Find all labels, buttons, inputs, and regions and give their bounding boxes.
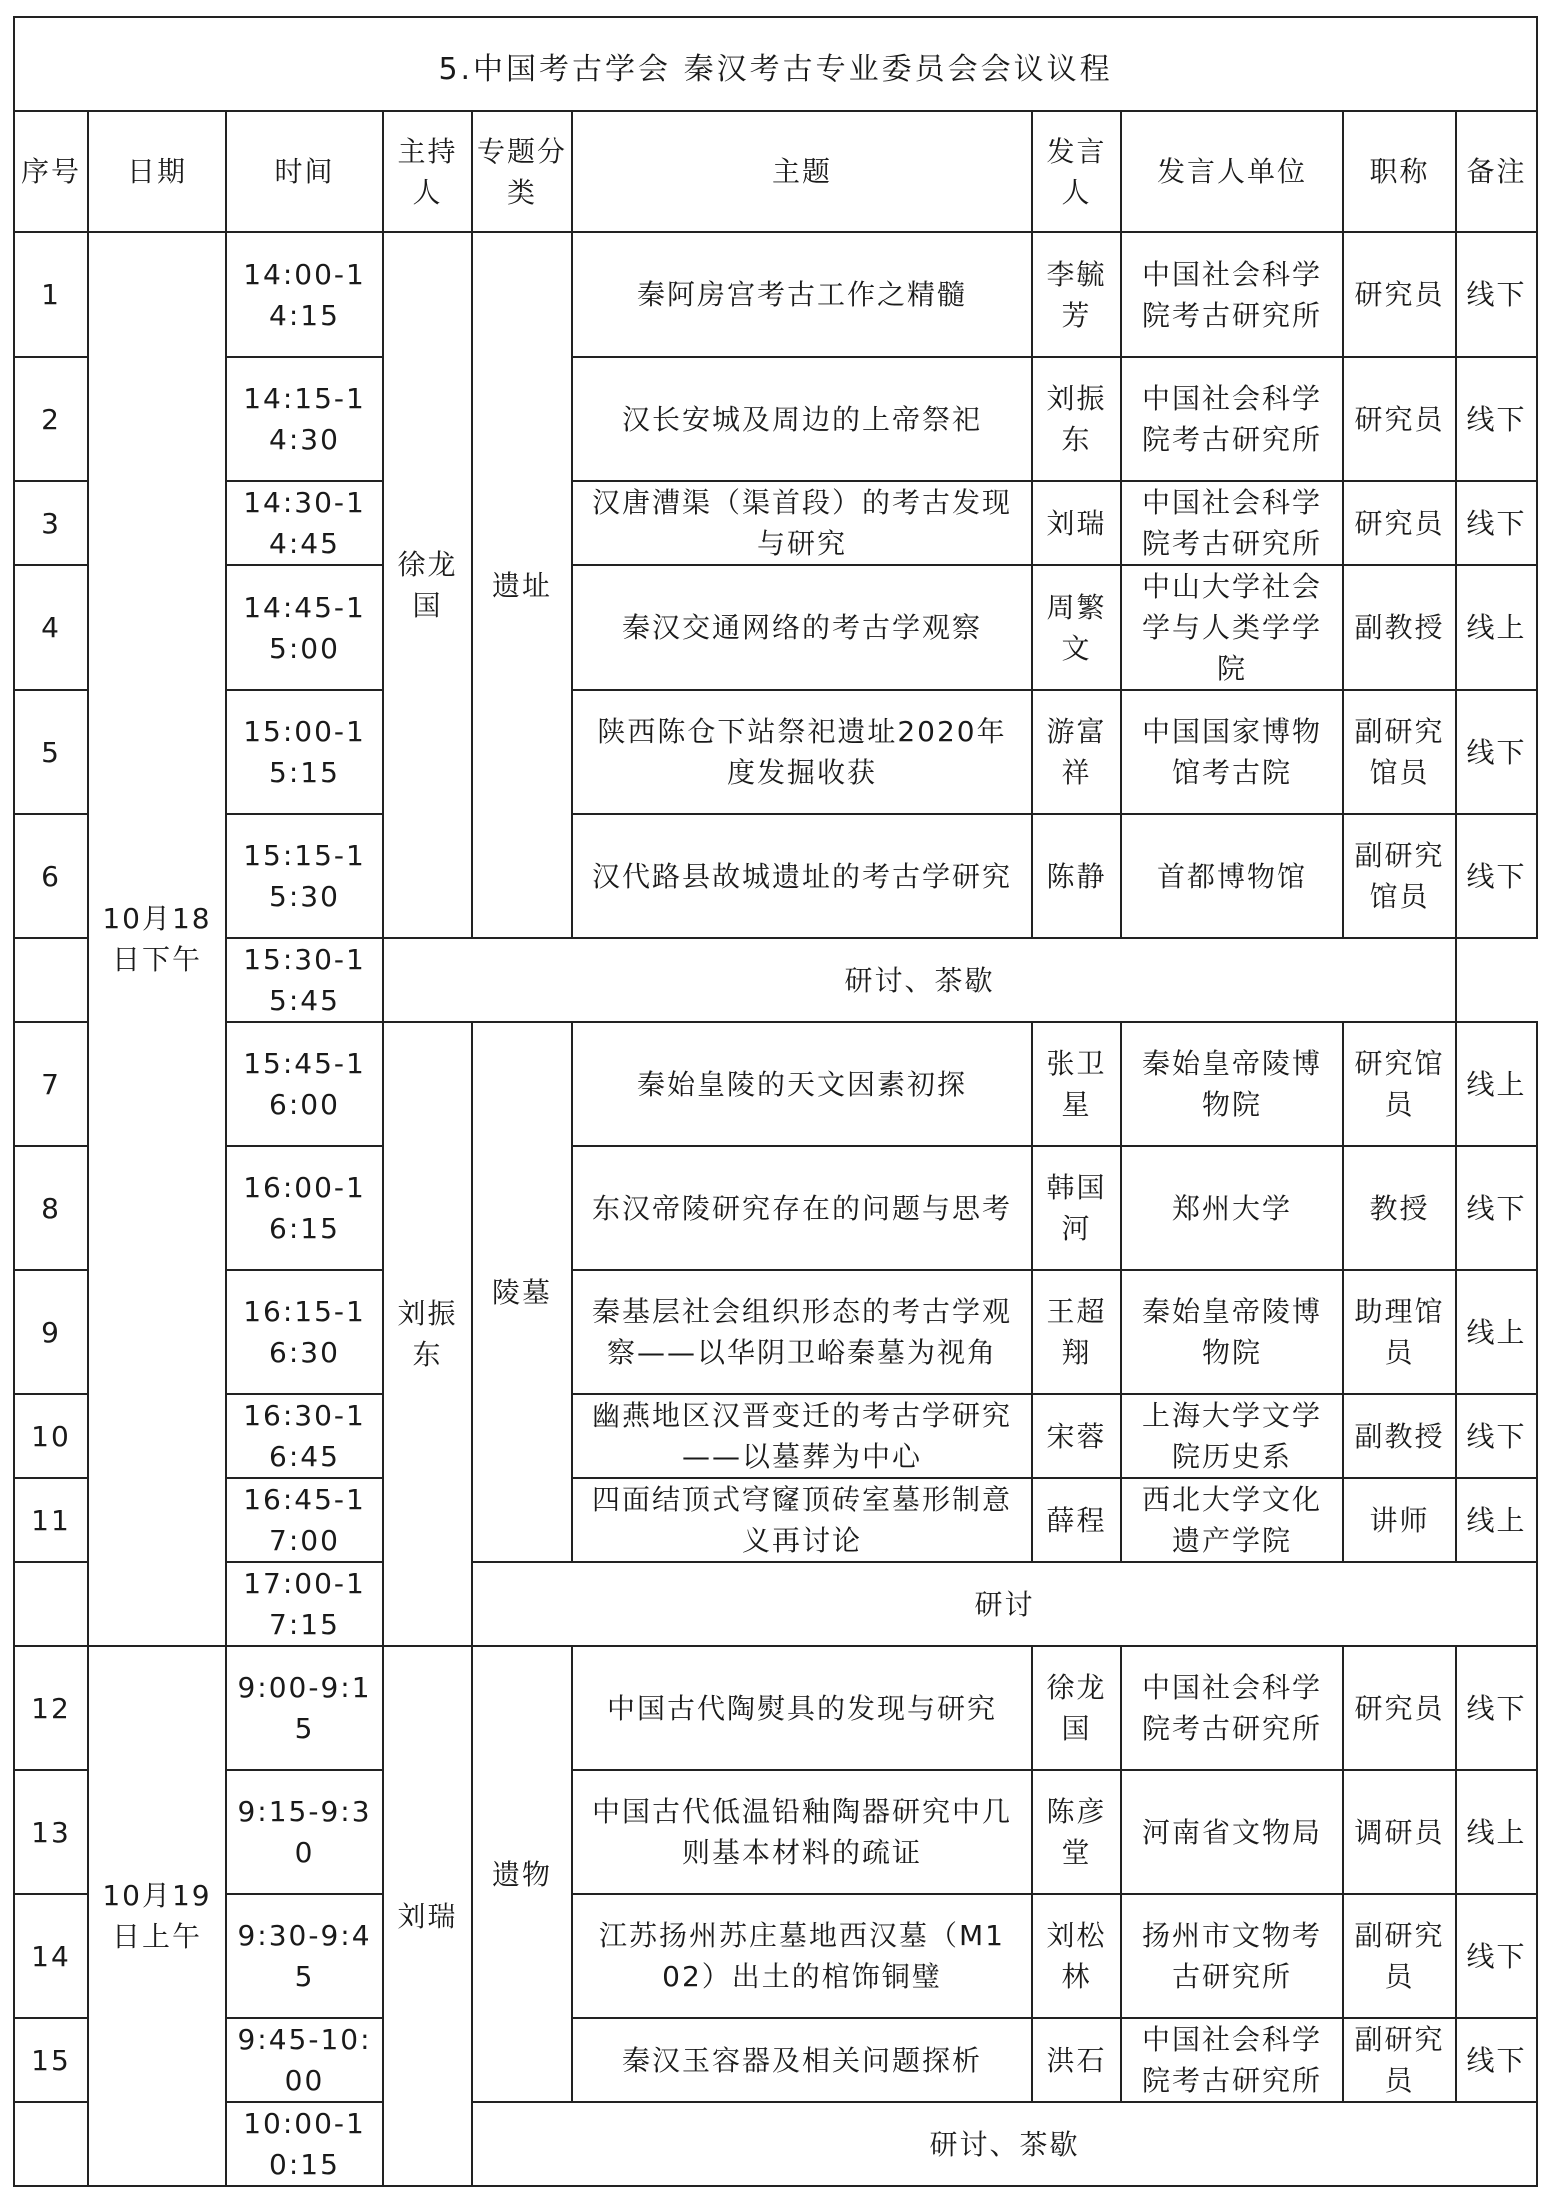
cell-seq: 2 xyxy=(14,357,88,481)
cell-note: 线下 xyxy=(1456,1646,1537,1770)
table-row xyxy=(14,1394,1537,1478)
cell-time: 10:00-10:15 xyxy=(226,2102,383,2186)
cell-time: 9:45-10:00 xyxy=(226,2018,383,2102)
cell-time: 15:00-15:15 xyxy=(226,690,383,814)
cell-time: 17:00-17:15 xyxy=(226,1562,383,1646)
cell-speaker: 刘振东 xyxy=(1032,357,1121,481)
cell-seq xyxy=(14,1562,88,1646)
cell-note: 线下 xyxy=(1456,2018,1537,2102)
cell-unit: 郑州大学 xyxy=(1121,1146,1343,1270)
cell-note: 线上 xyxy=(1456,1478,1537,1562)
cell-note: 线下 xyxy=(1456,814,1537,938)
cell-topic: 秦基层社会组织形态的考古学观察——以华阴卫峪秦墓为视角 xyxy=(572,1270,1032,1394)
table-row xyxy=(14,1478,1537,1562)
agenda-sheet xyxy=(13,16,1536,2187)
cell-host: 刘振东 xyxy=(383,1022,472,1646)
table-row xyxy=(14,814,1537,938)
cell-note: 线下 xyxy=(1456,1146,1537,1270)
cell-speaker: 刘松林 xyxy=(1032,1894,1121,2018)
header-date: 日期 xyxy=(88,111,226,232)
cell-unit: 中国国家博物馆考古院 xyxy=(1121,690,1343,814)
cell-topic: 汉长安城及周边的上帝祭祀 xyxy=(572,357,1032,481)
cell-time: 14:30-14:45 xyxy=(226,481,383,565)
header-note: 备注 xyxy=(1456,111,1537,232)
cell-time: 9:00-9:15 xyxy=(226,1646,383,1770)
cell-speaker: 陈静 xyxy=(1032,814,1121,938)
cell-rank: 副研究馆员 xyxy=(1343,690,1456,814)
table-row xyxy=(14,690,1537,814)
cell-rank: 研究员 xyxy=(1343,1646,1456,1770)
cell-seq: 14 xyxy=(14,1894,88,2018)
header-time: 时间 xyxy=(226,111,383,232)
cell-rank: 研究馆员 xyxy=(1343,1022,1456,1146)
cell-date: 10月18日下午 xyxy=(88,232,226,1646)
table-row xyxy=(14,1270,1537,1394)
cell-note: 线下 xyxy=(1456,1394,1537,1478)
cell-speaker: 游富祥 xyxy=(1032,690,1121,814)
cell-unit: 扬州市文物考古研究所 xyxy=(1121,1894,1343,2018)
cell-unit: 首都博物馆 xyxy=(1121,814,1343,938)
cell-category: 遗址 xyxy=(472,232,572,938)
cell-speaker: 徐龙国 xyxy=(1032,1646,1121,1770)
cell-time: 9:30-9:45 xyxy=(226,1894,383,2018)
cell-seq xyxy=(14,2102,88,2186)
cell-speaker: 王超翔 xyxy=(1032,1270,1121,1394)
cell-unit: 秦始皇帝陵博物院 xyxy=(1121,1022,1343,1146)
table-row xyxy=(14,1022,1537,1146)
cell-speaker: 张卫星 xyxy=(1032,1022,1121,1146)
header-topic: 主题 xyxy=(572,111,1032,232)
cell-seq: 5 xyxy=(14,690,88,814)
cell-unit: 中山大学社会学与人类学学院 xyxy=(1121,565,1343,690)
cell-rank: 副教授 xyxy=(1343,1394,1456,1478)
cell-rank: 研究员 xyxy=(1343,357,1456,481)
cell-unit: 中国社会科学院考古研究所 xyxy=(1121,357,1343,481)
cell-topic: 秦汉玉容器及相关问题探析 xyxy=(572,2018,1032,2102)
cell-rank: 研究员 xyxy=(1343,232,1456,357)
table-row xyxy=(14,1770,1537,1894)
cell-speaker: 陈彦堂 xyxy=(1032,1770,1121,1894)
cell-note: 线上 xyxy=(1456,1770,1537,1894)
table-row xyxy=(14,2102,1537,2186)
cell-seq: 11 xyxy=(14,1478,88,1562)
page-title: 5.中国考古学会 秦汉考古专业委员会会议议程 xyxy=(14,17,1537,111)
cell-time: 16:15-16:30 xyxy=(226,1270,383,1394)
cell-note: 线上 xyxy=(1456,1270,1537,1394)
cell-time: 15:15-15:30 xyxy=(226,814,383,938)
cell-category: 遗物 xyxy=(472,1646,572,2102)
cell-note: 线下 xyxy=(1456,1894,1537,2018)
cell-seq: 12 xyxy=(14,1646,88,1770)
cell-break: 研讨、茶歇 xyxy=(472,2102,1537,2186)
cell-note: 线下 xyxy=(1456,481,1537,565)
cell-rank: 调研员 xyxy=(1343,1770,1456,1894)
cell-unit: 上海大学文学院历史系 xyxy=(1121,1394,1343,1478)
cell-unit: 中国社会科学院考古研究所 xyxy=(1121,481,1343,565)
header-unit: 发言人单位 xyxy=(1121,111,1343,232)
table-row xyxy=(14,357,1537,481)
cell-break: 研讨 xyxy=(472,1562,1537,1646)
cell-speaker: 韩国河 xyxy=(1032,1146,1121,1270)
cell-seq: 10 xyxy=(14,1394,88,1478)
cell-rank: 助理馆员 xyxy=(1343,1270,1456,1394)
cell-note: 线下 xyxy=(1456,690,1537,814)
cell-topic: 江苏扬州苏庄墓地西汉墓（M102）出土的棺饰铜璧 xyxy=(572,1894,1032,2018)
cell-time: 16:45-17:00 xyxy=(226,1478,383,1562)
cell-seq: 6 xyxy=(14,814,88,938)
cell-time: 15:45-16:00 xyxy=(226,1022,383,1146)
table-row xyxy=(14,1146,1537,1270)
table-row xyxy=(14,1894,1537,2018)
cell-topic: 秦始皇陵的天文因素初探 xyxy=(572,1022,1032,1146)
agenda-table xyxy=(13,16,1538,2187)
cell-unit: 中国社会科学院考古研究所 xyxy=(1121,1646,1343,1770)
cell-seq: 7 xyxy=(14,1022,88,1146)
cell-unit: 中国社会科学院考古研究所 xyxy=(1121,232,1343,357)
cell-rank: 副研究员 xyxy=(1343,1894,1456,2018)
cell-rank: 副教授 xyxy=(1343,565,1456,690)
cell-topic: 汉代路县故城遗址的考古学研究 xyxy=(572,814,1032,938)
cell-rank: 研究员 xyxy=(1343,481,1456,565)
cell-time: 16:00-16:15 xyxy=(226,1146,383,1270)
header-host: 主持人 xyxy=(383,111,472,232)
header-rank: 职称 xyxy=(1343,111,1456,232)
cell-seq: 3 xyxy=(14,481,88,565)
cell-time: 14:45-15:00 xyxy=(226,565,383,690)
table-row xyxy=(14,481,1537,565)
cell-host: 徐龙国 xyxy=(383,232,472,938)
cell-break: 研讨、茶歇 xyxy=(383,938,1456,1022)
table-row xyxy=(14,565,1537,690)
cell-speaker: 宋蓉 xyxy=(1032,1394,1121,1478)
cell-note: 线上 xyxy=(1456,1022,1537,1146)
header-category: 专题分类 xyxy=(472,111,572,232)
cell-time: 14:00-14:15 xyxy=(226,232,383,357)
cell-rank: 讲师 xyxy=(1343,1478,1456,1562)
table-row xyxy=(14,232,1537,357)
cell-topic: 四面结顶式穹窿顶砖室墓形制意义再讨论 xyxy=(572,1478,1032,1562)
cell-unit: 中国社会科学院考古研究所 xyxy=(1121,2018,1343,2102)
cell-topic: 陕西陈仓下站祭祀遗址2020年度发掘收获 xyxy=(572,690,1032,814)
cell-speaker: 周繁文 xyxy=(1032,565,1121,690)
table-row xyxy=(14,2018,1537,2102)
cell-seq: 8 xyxy=(14,1146,88,1270)
table-row xyxy=(14,1562,1537,1646)
cell-category: 陵墓 xyxy=(472,1022,572,1562)
cell-note: 线下 xyxy=(1456,357,1537,481)
cell-rank: 教授 xyxy=(1343,1146,1456,1270)
cell-seq: 1 xyxy=(14,232,88,357)
cell-time: 9:15-9:30 xyxy=(226,1770,383,1894)
table-row xyxy=(14,938,1537,1022)
cell-seq xyxy=(14,938,88,1022)
cell-seq: 4 xyxy=(14,565,88,690)
cell-seq: 13 xyxy=(14,1770,88,1894)
cell-speaker: 李毓芳 xyxy=(1032,232,1121,357)
cell-topic: 汉唐漕渠（渠首段）的考古发现与研究 xyxy=(572,481,1032,565)
cell-time: 14:15-14:30 xyxy=(226,357,383,481)
cell-topic: 秦阿房宫考古工作之精髓 xyxy=(572,232,1032,357)
cell-time: 15:30-15:45 xyxy=(226,938,383,1022)
cell-speaker: 刘瑞 xyxy=(1032,481,1121,565)
cell-topic: 中国古代陶熨具的发现与研究 xyxy=(572,1646,1032,1770)
cell-speaker: 薛程 xyxy=(1032,1478,1121,1562)
cell-unit: 西北大学文化遗产学院 xyxy=(1121,1478,1343,1562)
header-speaker: 发言人 xyxy=(1032,111,1121,232)
cell-rank: 副研究馆员 xyxy=(1343,814,1456,938)
cell-unit: 河南省文物局 xyxy=(1121,1770,1343,1894)
cell-seq: 15 xyxy=(14,2018,88,2102)
cell-time: 16:30-16:45 xyxy=(226,1394,383,1478)
table-row xyxy=(14,1646,1537,1770)
cell-date: 10月19日上午 xyxy=(88,1646,226,2186)
cell-topic: 秦汉交通网络的考古学观察 xyxy=(572,565,1032,690)
cell-rank: 副研究员 xyxy=(1343,2018,1456,2102)
cell-seq: 9 xyxy=(14,1270,88,1394)
cell-topic: 东汉帝陵研究存在的问题与思考 xyxy=(572,1146,1032,1270)
cell-unit: 秦始皇帝陵博物院 xyxy=(1121,1270,1343,1394)
cell-speaker: 洪石 xyxy=(1032,2018,1121,2102)
cell-host: 刘瑞 xyxy=(383,1646,472,2186)
cell-topic: 中国古代低温铅釉陶器研究中几则基本材料的疏证 xyxy=(572,1770,1032,1894)
cell-note: 线上 xyxy=(1456,565,1537,690)
header-seq: 序号 xyxy=(14,111,88,232)
cell-note: 线下 xyxy=(1456,232,1537,357)
cell-topic: 幽燕地区汉晋变迁的考古学研究——以墓葬为中心 xyxy=(572,1394,1032,1478)
